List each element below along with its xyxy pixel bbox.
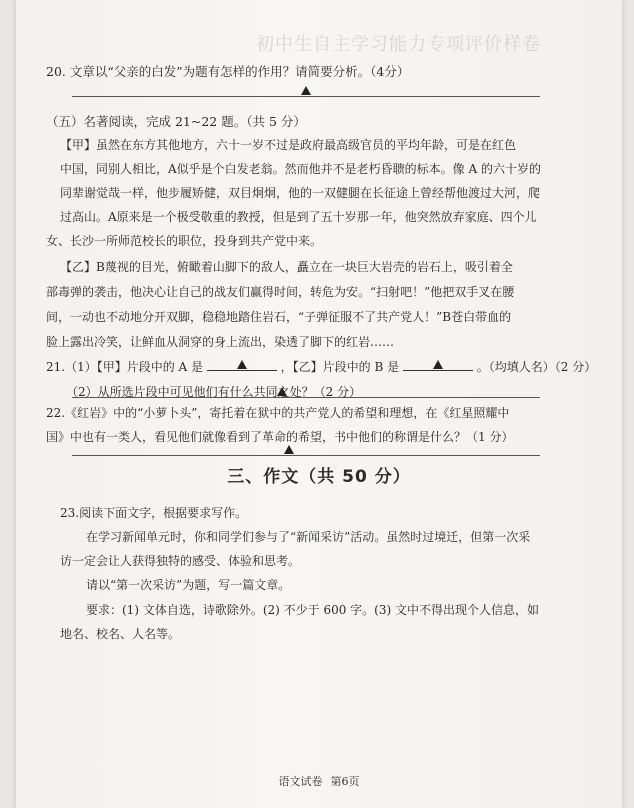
question-21-1 — [46, 358, 596, 375]
blank-a-input[interactable] — [207, 358, 277, 371]
answer-line-q22[interactable] — [72, 455, 540, 456]
bleed-through-header: 初中生自主学习能力专项评价样卷 — [256, 34, 541, 55]
exam-page — [16, 0, 622, 808]
q21-1-suffix: 。（均填人名）（2 分） — [476, 360, 597, 374]
q23-paragraph: 访一定会让人获得独特的感受、体验和思考。 — [60, 554, 301, 568]
answer-line-q20[interactable] — [72, 96, 540, 97]
q23-paragraph: 请以“第一次采访”为题，写一篇文章。 — [86, 578, 291, 592]
passage-yi-line: 部毒弹的袭击，他决心让自己的战友们赢得时间，转危为安。“扫射吧！”他把双手叉在腰 — [46, 285, 515, 299]
part-5-heading: （五）名著阅读，完成 21~22 题。（共 5 分） — [46, 114, 306, 129]
q23-requirements: 要求：(1) 文体自选，诗歌除外。(2) 不少于 600 字。(3) 文中不得出现个人信息，如 — [86, 603, 539, 617]
question-23: 23.阅读下面文字，根据要求写作。 — [60, 506, 248, 520]
q23-requirements: 地名、校名、人名等。 — [60, 627, 181, 641]
q21-1-mid: ，【乙】片段中的 B 是 — [280, 360, 400, 374]
passage-jia-line: 同辈谢觉哉一样，他步履矫健，双目炯炯，他的一双健腿在长征途上曾经帮他渡过大河，爬 — [60, 186, 541, 200]
answer-marker-icon — [237, 360, 247, 369]
page-footer — [16, 773, 622, 789]
passage-jia-line: 中国，同别人相比，A似乎是个白发老翁。然而他并不是老朽昏聩的标本。像 A 的六十岁的 — [60, 162, 541, 176]
passage-jia-line: 过高山。A原来是一个极受敬重的教授，但是到了五十岁那一年，他突然放弃家庭、四个儿 — [60, 210, 537, 224]
q21-1-prefix: 21.（1）【甲】片段中的 A 是 — [46, 360, 204, 374]
blank-b-input[interactable] — [403, 358, 473, 371]
answer-marker-icon — [301, 86, 311, 95]
q23-paragraph: 在学习新闻单元时，你和同学们参与了“新闻采访”活动。虽然时过境迁，但第一次采 — [86, 530, 531, 544]
passage-yi-line: 【乙】B蔑视的目光，俯瞰着山脚下的敌人，矗立在一块巨大岩壳的岩石上，吸引着全 — [60, 260, 513, 274]
passage-jia-line: 【甲】虽然在东方其他地方，六十一岁不过是政府最高级官员的平均年龄，可是在红色 — [60, 138, 517, 152]
answer-marker-icon — [277, 387, 287, 396]
footer-paper-name: 语文试卷 — [278, 775, 323, 788]
question-21-2: （2）从所选片段中可见他们有什么共同之处？（2 分） — [66, 385, 362, 399]
footer-page-number: 第6页 — [330, 775, 360, 788]
passage-yi-line: 脸上露出冷笑，让鲜血从洞穿的身上流出，染透了脚下的红岩…… — [46, 335, 395, 349]
answer-marker-icon — [284, 445, 294, 454]
answer-line-q21[interactable] — [72, 397, 540, 398]
section-3-title: 三、作文（共 50 分） — [227, 467, 411, 487]
passage-jia-line: 女、长沙一所师范校长的职位，投身到共产党中来。 — [46, 234, 323, 248]
answer-marker-icon — [433, 360, 443, 369]
question-22-line: 国》中也有一类人，看见他们就像看到了革命的希望，书中他们的称谓是什么？（1 分） — [46, 430, 514, 444]
question-22-line: 22.《红岩》中的“小萝卜头”，寄托着在狱中的共产党人的希望和理想，在《红星照耀中 — [46, 406, 510, 420]
passage-yi-line: 间，一动也不动地分开双脚，稳稳地踏住岩石，“子弹征服不了共产党人！”B苍白带血的 — [46, 310, 512, 324]
question-20: 20. 文章以“父亲的白发”为题有怎样的作用？请简要分析。（4分） — [46, 64, 410, 79]
